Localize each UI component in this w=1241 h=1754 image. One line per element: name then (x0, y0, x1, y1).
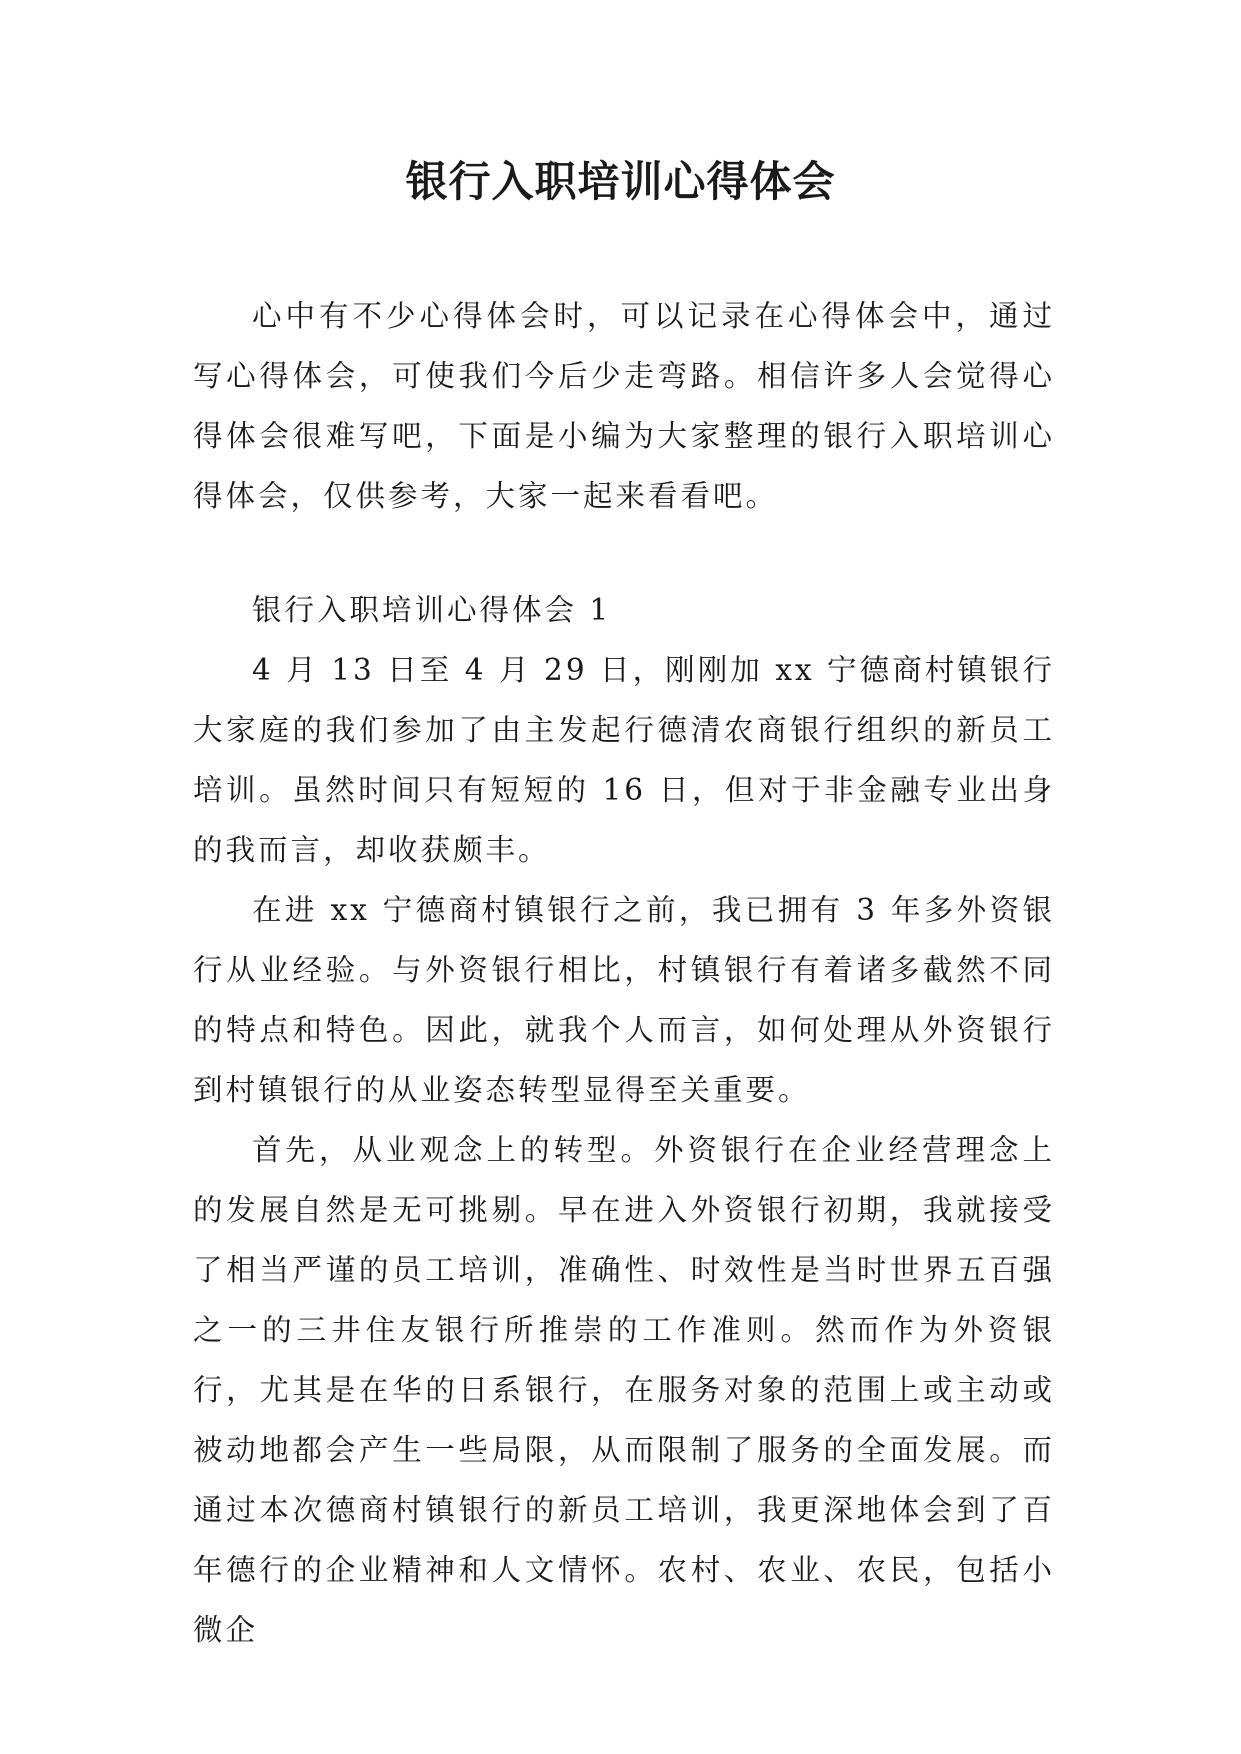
intro-block (193, 286, 1055, 526)
document-title: 银行入职培训心得体会 (405, 157, 836, 206)
paragraph-1: 4 月 13 日至 4 月 29 日，刚刚加 xx 宁德商村镇银行大家庭的我们参加了由主发起行德清农商银行组织的新员工培训。虽然时间只有短短的 16 日，但对于非金融专业出身的我而言，却收获颇丰。 (193, 653, 1055, 867)
paragraph-2: 在进 xx 宁德商村镇银行之前，我已拥有 3 年多外资银行从业经验。与外资银行相比，村镇银行有着诸多截然不同的特点和特色。因此，就我个人而言，如何处理从外资银行到村镇银行的从业姿态转型显得至关重要。 (193, 893, 1055, 1107)
section-heading: 银行入职培训心得体会 1 (252, 593, 612, 627)
intro-paragraph: 心中有不少心得体会时，可以记录在心得体会中，通过写心得体会，可使我们今后少走弯路。相信许多人会觉得心得体会很难写吧，下面是小编为大家整理的银行入职培训心得体会，仅供参考，大家一起来看看吧。 (193, 299, 1055, 513)
paragraph-3: 首先，从业观念上的转型。外资银行在企业经营理念上的发展自然是无可挑剔。早在进入外资银行初期，我就接受了相当严谨的员工培训，准确性、时效性是当时世界五百强之一的三井住友银行所推崇的工作准则。然而作为外资银行，尤其是在华的日系银行，在服务对象的范围上或主动或被动地都会产生一些局限，从而限制了服务的全面发展。而通过本次德商村镇银行的新员工培训，我更深地体会到了百年德行的企业精神和人文情怀。农村、农业、农民，包括小微企 (193, 1133, 1055, 1647)
section-block (193, 580, 1055, 1660)
